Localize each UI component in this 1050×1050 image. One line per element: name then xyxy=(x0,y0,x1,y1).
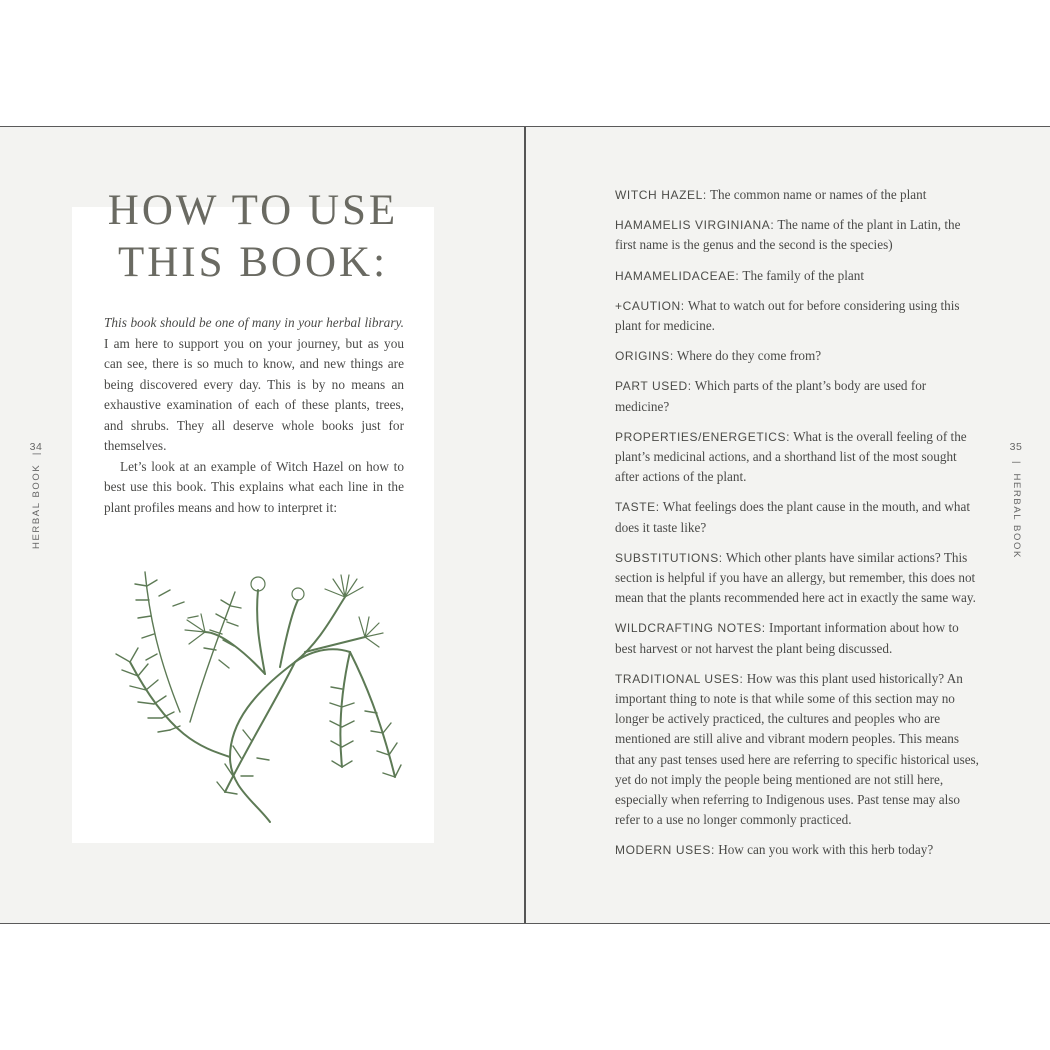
book-spread xyxy=(0,126,1050,924)
intro-rest: I am here to support you on your journey, but as you can see, there is so much to know, and new things are being discovered every day. This is by no means an exhaustive examination of each of these plants, trees, and shrubs. They all deserve whole books just for themselves. xyxy=(104,335,404,453)
entry-list xyxy=(615,185,979,871)
entry-term: PART USED: xyxy=(615,379,692,394)
entry xyxy=(615,185,979,205)
intro-paragraph-1 xyxy=(104,313,404,457)
entry-text: The common name or names of the plant xyxy=(709,187,927,202)
entry xyxy=(615,548,979,609)
entry xyxy=(615,618,979,658)
entry-term: ORIGINS: xyxy=(615,349,674,364)
mimosa-branch-illustration xyxy=(80,552,420,872)
title-line-2: THIS BOOK: xyxy=(117,239,389,286)
entry-term: WITCH HAZEL: xyxy=(615,188,707,202)
entry-term: WILDCRAFTING NOTES: xyxy=(615,621,766,636)
intro-text xyxy=(104,313,404,518)
entry-term: PROPERTIES/ENERGETICS: xyxy=(615,429,791,444)
entry-text: What feelings does the plant cause in the mouth, and what does it taste like? xyxy=(615,499,971,535)
entry xyxy=(615,346,979,366)
left-running-head: 34 HERBAL BOOK | xyxy=(24,441,48,453)
entry-text: The family of the plant xyxy=(742,267,865,283)
running-head-left: HERBAL BOOK xyxy=(31,463,42,549)
page-number-right: 35 xyxy=(1009,441,1023,453)
intro-lead: This book should be one of many in your herbal library. xyxy=(104,315,404,330)
intro-paragraph-2: Let’s look at an example of Witch Hazel on how to best use this book. This explains what each line in the plant profiles means and how to interpret it: xyxy=(104,458,404,515)
entry-term: HAMAMELIS VIRGINIANA: xyxy=(615,218,775,233)
entry-term: TASTE: xyxy=(615,500,660,515)
entry-text: How was this plant used historically? An important thing to note is that while some of this section may no longer be actively practiced, the cultures and peoples who are mentioned are still alive and vibrant modern peoples. This means that any past tenses used here are referring to specific historical uses, yet do not imply the people being mentioned are not still here, especially when referring to Indigenous uses. Past tense may also refer to a use no longer commonly practiced. xyxy=(615,670,979,828)
title-line-1: HOW TO USE xyxy=(107,187,399,234)
left-page xyxy=(0,127,524,923)
entry-text: Where do they come from? xyxy=(676,348,822,364)
entry-text: The name of the plant in Latin, the first name is the genus and the second is the species) xyxy=(615,217,961,253)
running-head-right: HERBAL BOOK xyxy=(1011,473,1022,559)
right-page xyxy=(526,127,1050,923)
entry xyxy=(615,427,979,488)
entry xyxy=(615,669,979,831)
entry-text: What to watch out for before considering using this plant for medicine. xyxy=(615,297,960,334)
entry-term: SUBSTITUTIONS: xyxy=(615,550,723,565)
right-running-head: 35 | HERBAL BOOK xyxy=(1004,441,1028,453)
entry-term: MODERN USES: xyxy=(615,843,715,858)
entry-text: Which parts of the plant’s body are used for medicine? xyxy=(615,378,927,414)
entry xyxy=(615,497,979,537)
entry xyxy=(615,376,979,416)
page-title xyxy=(72,185,434,289)
entry xyxy=(615,215,979,255)
entry xyxy=(615,266,979,286)
entry-text: Important information about how to best harvest or not harvest the plant being discussed. xyxy=(615,620,959,656)
entry-term: TRADITIONAL USES: xyxy=(615,671,744,686)
entry-text: How can you work with this herb today? xyxy=(718,842,934,858)
entry-text: What is the overall feeling of the plant’s medicinal actions, and a shorthand list of the most sought after actions of the plant. xyxy=(615,428,967,485)
entry-term: +CAUTION: xyxy=(615,298,685,313)
entry-text: Which other plants have similar actions? This section is helpful if you have an allergy, but remember, this does not mean that the plants recommended here act in exactly the same way. xyxy=(615,549,976,606)
entry-term: HAMAMELIDACEAE: xyxy=(615,268,740,283)
entry xyxy=(615,296,979,336)
page-number-left: 34 xyxy=(29,441,43,453)
entry xyxy=(615,840,979,860)
